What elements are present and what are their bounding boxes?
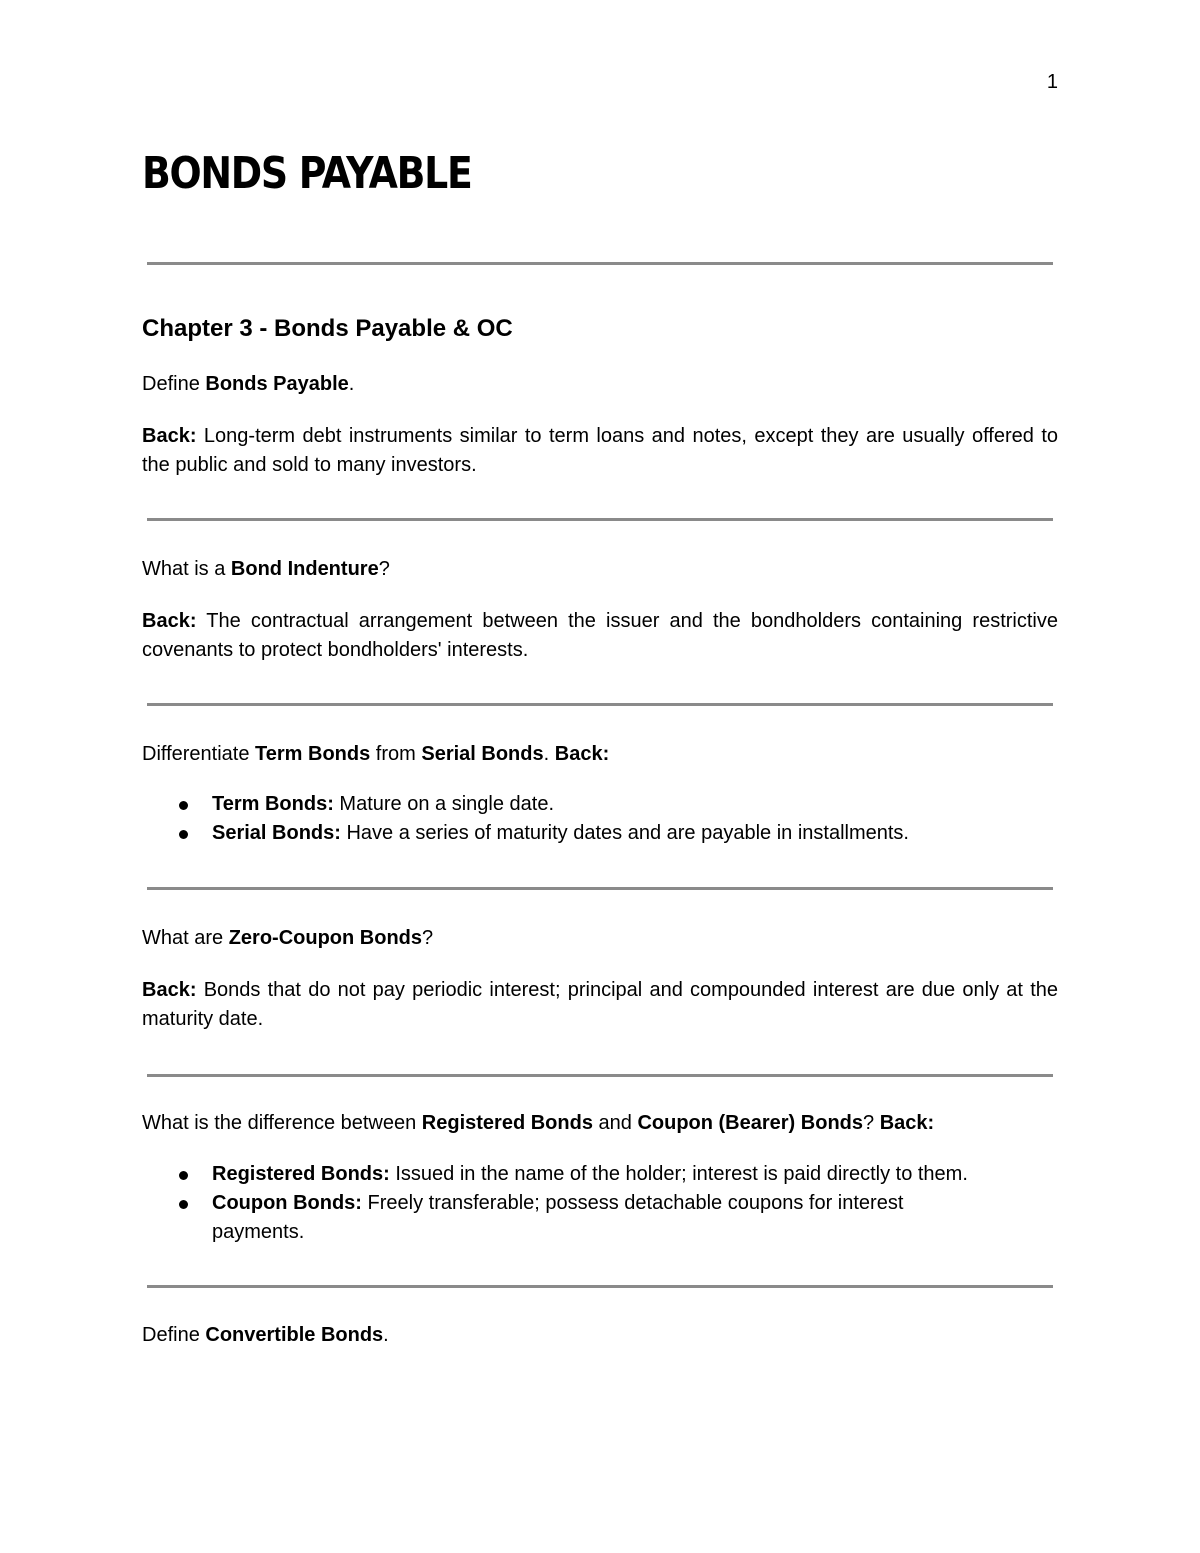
bullet-text: Issued in the name of the holder; interest is paid directly to them. <box>389 1163 968 1185</box>
bullet-icon <box>179 1200 188 1209</box>
chapter-heading: Chapter 3 - Bonds Payable & OC <box>142 315 513 342</box>
card-question <box>142 924 1058 952</box>
card-registered-vs-coupon <box>142 1109 1058 1137</box>
card-answer <box>142 976 1058 1034</box>
card-term-vs-serial <box>142 740 1058 768</box>
divider <box>147 1074 1053 1077</box>
back-label: Back: <box>142 979 197 1001</box>
card-answer <box>142 607 1058 665</box>
question-text: Define <box>142 373 206 395</box>
question-text: from <box>370 743 422 765</box>
question-text: ? <box>863 1112 880 1134</box>
card-question <box>142 370 1058 398</box>
bullet-icon <box>179 1171 188 1180</box>
divider <box>147 518 1053 521</box>
bullet-label: Term Bonds: <box>212 793 334 815</box>
bullet-text: Freely transferable; possess detachable coupons for interest payments. <box>212 1192 904 1243</box>
question-term: Bond Indenture <box>230 558 379 580</box>
divider <box>147 703 1053 706</box>
card-bonds-payable <box>142 370 1058 398</box>
question-text: and <box>592 1112 638 1134</box>
card-bond-indenture <box>142 555 1058 583</box>
back-label: Back: <box>142 610 197 632</box>
card-question <box>142 740 1058 768</box>
bullet-text: Mature on a single date. <box>333 793 554 815</box>
question-text: What are <box>142 927 229 949</box>
question-term: Bonds Payable <box>205 373 349 395</box>
divider <box>147 262 1053 265</box>
answer-body: Long-term debt instruments similar to term loans and notes, except they are usually offered to the public and sold to many investors. <box>142 425 1058 476</box>
question-term: Coupon (Bearer) Bonds <box>637 1112 863 1134</box>
question-term: Term Bonds <box>255 743 371 765</box>
page-number: 1 <box>1046 71 1058 93</box>
answer-bullet-list <box>142 790 1058 848</box>
card-zero-coupon <box>142 924 1058 952</box>
card-question <box>142 1109 1058 1137</box>
question-text: . <box>348 373 355 395</box>
back-label: Back: <box>554 743 610 765</box>
question-text: What is the difference between <box>142 1112 422 1134</box>
question-text: . <box>543 743 555 765</box>
bullet-label: Coupon Bonds: <box>212 1192 362 1214</box>
answer-body: Bonds that do not pay periodic interest; principal and compounded interest are due only at the maturity date. <box>142 979 1058 1030</box>
list-item <box>142 1160 1042 1189</box>
question-term: Zero-Coupon Bonds <box>228 927 423 949</box>
question-text: What is a <box>142 558 231 580</box>
question-term: Registered Bonds <box>421 1112 593 1134</box>
question-text: ? <box>378 558 390 580</box>
list-item <box>142 819 1058 848</box>
bullet-icon <box>179 801 188 810</box>
card-convertible <box>142 1321 1058 1349</box>
back-label: Back: <box>142 425 197 447</box>
list-item <box>142 1189 1042 1247</box>
bullet-label: Serial Bonds: <box>212 822 341 844</box>
question-text: Differentiate <box>142 743 256 765</box>
question-text: Define <box>142 1324 206 1346</box>
answer-bullet-list <box>142 1160 1042 1247</box>
answer-text <box>142 422 1058 480</box>
divider <box>147 887 1053 890</box>
card-answer <box>142 422 1058 480</box>
question-text: ? <box>422 927 434 949</box>
question-term: Serial Bonds <box>421 743 544 765</box>
card-question <box>142 1321 1058 1349</box>
answer-body: The contractual arrangement between the issuer and the bondholders containing restrictive covenants to protect bondholders' interests. <box>142 610 1058 661</box>
document-title: BONDS PAYABLE <box>142 148 472 199</box>
card-question <box>142 555 1058 583</box>
list-item <box>142 790 1058 819</box>
bullet-text: Have a series of maturity dates and are payable in installments. <box>340 822 909 844</box>
answer-text <box>142 976 1058 1034</box>
question-text: . <box>383 1324 389 1346</box>
answer-text <box>142 607 1058 665</box>
question-term: Convertible Bonds <box>205 1324 384 1346</box>
bullet-icon <box>179 830 188 839</box>
divider <box>147 1285 1053 1288</box>
bullet-label: Registered Bonds: <box>212 1163 390 1185</box>
back-label: Back: <box>879 1112 935 1134</box>
